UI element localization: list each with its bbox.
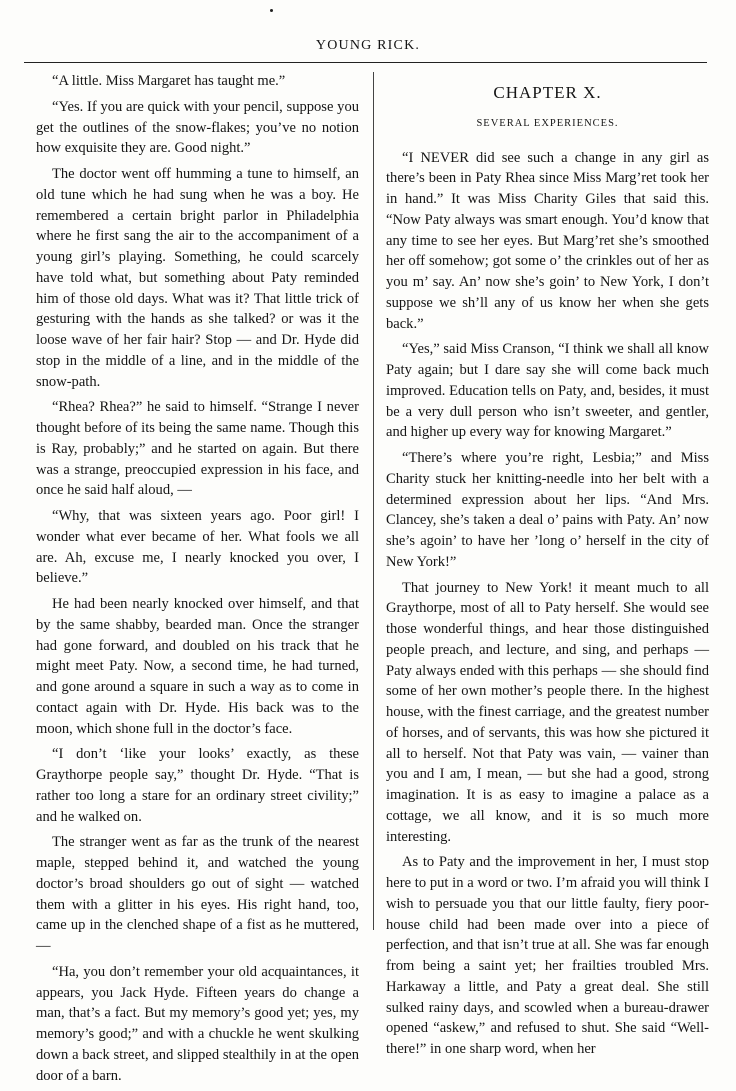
paragraph: “Ha, you don’t remember your old acquaintances, it appears, you Jack Hyde. Fifteen years do change a man, that’s a fact. But my memory’s good yet; yes, my memory’s good;” and with a chuckle he went skulking down a back street, and slipped stealthily in at the open door of a barn. xyxy=(36,963,359,1084)
paragraph: The doctor went off humming a tune to himself, an old tune which he had sung when he was a boy. He remembered a certain bright parlor in Philadelphia where he first sang the air to the accompaniment of a young girl’s playing. Something, he could scarcely have told what, but something about Paty reminded him of those old days. What was it? That little trick of gesturing with the hands as she talked? or was it the loose wave of her fair hair? Stop — and Dr. Hyde did stop in the middle of a line, and in the middle of the snow-path. xyxy=(36,166,359,390)
paragraph: “I don’t ‘like your looks’ exactly, as these Graythorpe people say,” thought Dr. Hyde. “That is rather too long a stare for an ordinary street civility;” and he walked on. xyxy=(36,746,359,825)
paragraph: “Yes. If you are quick with your pencil, suppose you get the outlines of the snow-flakes; you’ve no notion how exquisite they are. Good night.” xyxy=(36,98,359,157)
paragraph: That journey to New York! it meant much to all Graythorpe, most of all to Paty herself. She would see those wonderful things, and hear those distinguished people preach, and lecture, and sing, and perhaps — Paty always ended with this perhaps — she should find some of her own mother’s people there. In the highest house, with the finest carriage, and the greatest number of horses, and of servants, this was how she pictured it all to herself. Not that Paty was vain, — vainer than you and I am, I mean, — but she had a good, strong imagination. It is as easy to imagine a palace as a cottage, we all know, and it is so much more interesting. xyxy=(386,579,709,845)
paragraph: He had been nearly knocked over himself, and that by the same shabby, bearded man. Once the stranger had gone forward, and doubled on his track that he might meet Paty. Now, a second time, he had turned, and gone around a square in such a way as to come in contact again with Dr. Hyde. His back was to the moon, which shone full in the doctor’s face. xyxy=(36,596,359,737)
header-rule xyxy=(24,62,707,63)
running-head: YOUNG RICK. xyxy=(315,38,421,53)
paragraph: “Yes,” said Miss Cranson, “I think we shall all know Paty again; but I dare say she will come back much improved. Education tells on Paty, and, besides, it must be a very dull person who isn’t sweeter, and gentler, and higher up every way for knowing Margaret.” xyxy=(386,341,709,441)
paragraph: The stranger went as far as the trunk of the nearest maple, stepped behind it, and watched the young doctor’s broad shoulders go out of sight — watched them with a glitter in his eyes. His right hand, too, came up in the clenched shape of a fist as he muttered, — xyxy=(36,834,359,954)
right-column xyxy=(386,71,709,1065)
left-column xyxy=(36,71,359,1091)
chapter-title: CHAPTER X. xyxy=(493,83,602,102)
paragraph: “I NEVER did see such a change in any girl as there’s been in Paty Rhea since Miss Marg’ret took her in hand.” It was Miss Charity Giles that said this. “Now Paty always was smart enough. You’d know that any time to see her eyes. But Marg’ret she’s smoothed her off somehow; got some o’ the crinkles out of her as you m’ say. An’ now she’s goin’ to New York, I don’t suppose we sh’ll any of us know her when she gets back.” xyxy=(386,149,709,332)
chapter-subtitle: SEVERAL EXPERIENCES. xyxy=(476,117,619,129)
paragraph: “Why, that was sixteen years ago. Poor girl! I wonder what ever became of her. What fools we all are. Ah, excuse me, I nearly knocked you over, I believe.” xyxy=(36,508,359,587)
paragraph: As to Paty and the improvement in her, I must stop here to put in a word or two. I’m afraid you will think I wish to persuade you that our little faulty, fiery poor-house child had been made over into a piece of perfection, and that isn’t true at all. She was far enough from being a saint yet; her frailties troubled Mrs. Harkaway a little, and Paty a great deal. She still sulked rainy days, and scowled when a bureau-drawer opened “askew,” and refused to shut. She said “Well-there!” in one sharp word, when her xyxy=(386,854,709,1057)
paragraph: “A little. Miss Margaret has taught me.” xyxy=(52,73,286,89)
column-divider xyxy=(373,72,374,930)
print-speck xyxy=(270,9,273,12)
paragraph: “Rhea? Rhea?” he said to himself. “Strange I never thought before of its being the same name. Though this is Ray, probably;” and he started on again. But there was a strange, preoccupied expression in his face, and once he said half aloud, — xyxy=(36,399,359,499)
paragraph: “There’s where you’re right, Lesbia;” and Miss Charity stuck her knitting-needle into her belt with a determined expression about her lips. “And Mrs. Clancey, she’s taken a deal o’ pains with Paty. An’ now she’s agoin’ to have her ’long o’ herself in the city of New York!” xyxy=(386,450,709,570)
